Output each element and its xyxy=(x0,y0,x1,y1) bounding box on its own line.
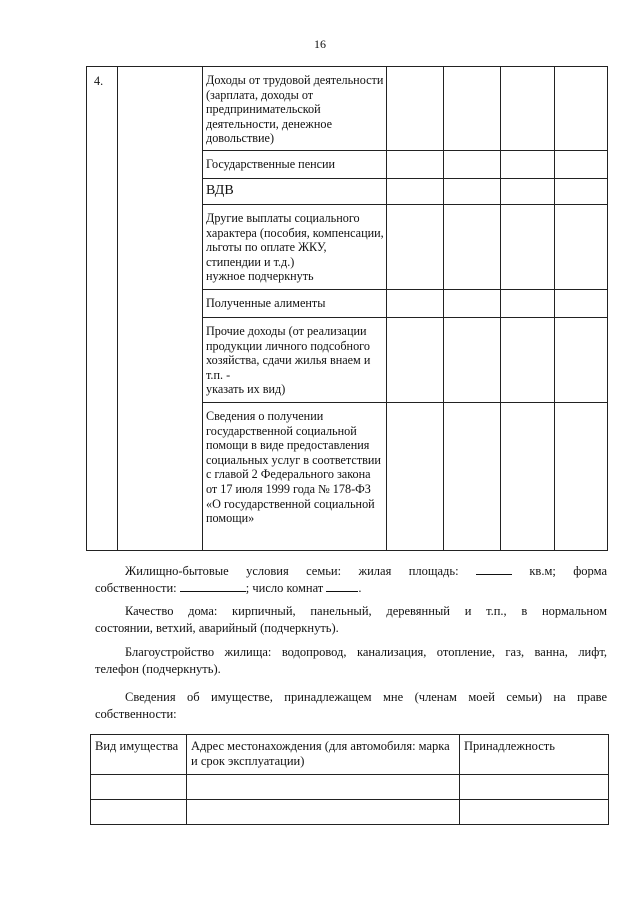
header-ownership: Принадлежность xyxy=(460,735,609,775)
value-cell[interactable] xyxy=(501,403,555,551)
income-label-social-payments-note: нужное подчеркнуть xyxy=(206,269,314,284)
property-header-row xyxy=(91,735,609,775)
value-cell[interactable] xyxy=(555,151,608,179)
value-cell[interactable] xyxy=(501,318,555,403)
housing-line-2 xyxy=(95,580,607,597)
value-cell[interactable] xyxy=(501,179,555,205)
value-cell[interactable] xyxy=(555,403,608,551)
housing-conditions-paragraph xyxy=(95,563,607,597)
value-cell[interactable] xyxy=(555,67,608,151)
value-cell[interactable] xyxy=(501,151,555,179)
value-cell[interactable] xyxy=(555,205,608,290)
value-cell[interactable] xyxy=(387,290,444,318)
value-cell[interactable] xyxy=(555,290,608,318)
housing-unit: кв.м; xyxy=(529,564,556,578)
income-label-state-social-aid: Сведения о получении государственной социальной помощи в виде предоставления социальных услуг в соответствии с главой 2 Федерального закона от 17 июля 1999 года № 178-ФЗ «О государственной социальной помощи» xyxy=(203,403,387,551)
income-label-other-text: Прочие доходы (от реализации продукции личного подсобного хозяйства, сдачи жилья внаем и т.п. - xyxy=(206,324,371,382)
property-cell[interactable] xyxy=(460,775,609,800)
member-cell[interactable] xyxy=(118,67,203,551)
property-row xyxy=(91,775,609,800)
value-cell[interactable] xyxy=(444,403,501,551)
property-line-1: Сведения об имуществе, принадлежащем мне (членам моей семьи) на праве xyxy=(125,690,607,704)
income-table xyxy=(86,66,608,551)
income-label-other-note: указать их вид) xyxy=(206,382,286,397)
value-cell[interactable] xyxy=(444,318,501,403)
property-cell[interactable] xyxy=(187,775,460,800)
value-cell[interactable] xyxy=(555,318,608,403)
quality-line-1: Качество дома: кирпичный, панельный, деревянный и т.п., в нормальном xyxy=(125,604,607,618)
value-cell[interactable] xyxy=(501,205,555,290)
property-line-2: собственности: xyxy=(95,707,177,721)
living-area-field[interactable] xyxy=(476,563,512,575)
property-cell[interactable] xyxy=(91,800,187,825)
header-location-address: Адрес местонахождения (для автомобиля: марка и срок эксплуатации) xyxy=(187,735,460,775)
property-cell[interactable] xyxy=(187,800,460,825)
amenities-line-2: телефон (подчеркнуть). xyxy=(95,662,221,676)
rooms-label: ; число комнат xyxy=(245,581,324,595)
page-number: 16 xyxy=(314,37,326,51)
value-cell[interactable] xyxy=(387,205,444,290)
value-cell[interactable] xyxy=(444,151,501,179)
property-paragraph xyxy=(95,689,607,723)
housing-form-label: форма xyxy=(573,564,607,578)
property-row xyxy=(91,800,609,825)
income-label-pensions: Государственные пенсии xyxy=(203,151,387,179)
income-label-employment: Доходы от трудовой деятельности (зарплата, доходы от предпринимательской деятельности, денежное довольствие) xyxy=(203,67,387,151)
property-table xyxy=(90,734,609,825)
header-property-type: Вид имущества xyxy=(91,735,187,775)
value-cell[interactable] xyxy=(387,151,444,179)
house-quality-paragraph xyxy=(95,603,607,637)
amenities-paragraph xyxy=(95,644,607,678)
value-cell[interactable] xyxy=(501,67,555,151)
income-row xyxy=(87,67,608,151)
value-cell[interactable] xyxy=(387,179,444,205)
income-label-social-payments xyxy=(203,205,387,290)
ownership-label: собственности: xyxy=(95,581,177,595)
value-cell[interactable] xyxy=(387,318,444,403)
property-cell[interactable] xyxy=(460,800,609,825)
income-label-vdv: ВДВ xyxy=(203,179,387,205)
value-cell[interactable] xyxy=(555,179,608,205)
income-label-alimony: Полученные алименты xyxy=(203,290,387,318)
income-label-social-payments-text: Другие выплаты социального характера (пособия, компенсации, льготы по оплате ЖКУ, стипендии и т.д.) xyxy=(206,211,384,269)
row-number-cell: 4. xyxy=(87,67,118,551)
value-cell[interactable] xyxy=(444,179,501,205)
value-cell[interactable] xyxy=(444,290,501,318)
value-cell[interactable] xyxy=(444,205,501,290)
housing-end: . xyxy=(358,581,362,595)
value-cell[interactable] xyxy=(444,67,501,151)
rooms-count-field[interactable] xyxy=(326,580,358,592)
property-cell[interactable] xyxy=(91,775,187,800)
amenities-line-1: Благоустройство жилища: водопровод, канализация, отопление, газ, ванна, лифт, xyxy=(125,645,607,659)
quality-line-2: состоянии, ветхий, аварийный (подчеркнуть). xyxy=(95,621,339,635)
value-cell[interactable] xyxy=(387,67,444,151)
housing-text: Жилищно-бытовые условия семьи: жилая площадь: xyxy=(125,564,459,578)
ownership-form-field[interactable] xyxy=(180,580,246,592)
income-label-other xyxy=(203,318,387,403)
value-cell[interactable] xyxy=(501,290,555,318)
housing-line-1 xyxy=(95,563,607,580)
value-cell[interactable] xyxy=(387,403,444,551)
